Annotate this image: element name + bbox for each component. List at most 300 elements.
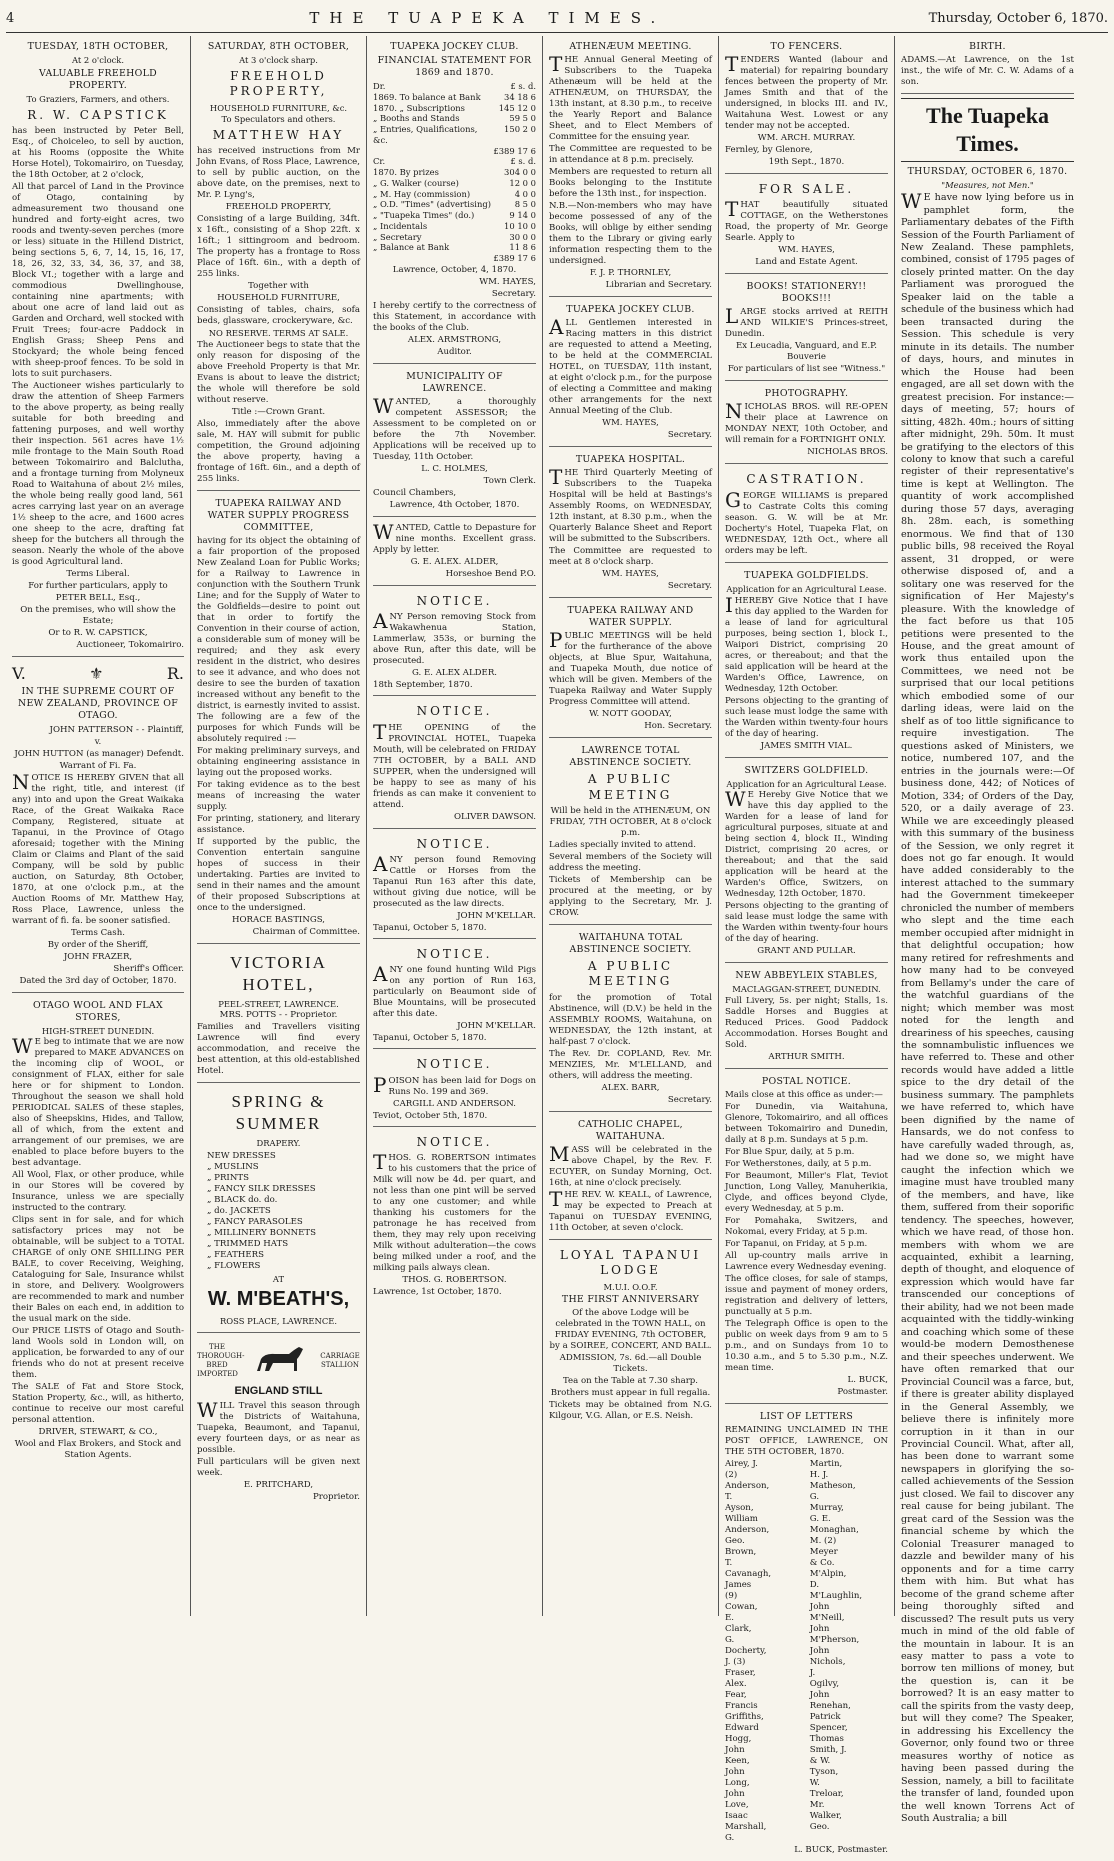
- table-total: £389 17 6: [493, 253, 536, 264]
- list-item: „ do. JACKETS: [207, 1205, 271, 1216]
- castration-ad: [725, 466, 888, 562]
- list-item: „ FANCY SILK DRESSES: [207, 1183, 316, 1194]
- ad-body: All Wool, Flax, or other produce, while in our Stores will be covered by Insurance, unless we are specially instructed to the contrary.: [12, 1170, 184, 1214]
- chapel-ad: [549, 1114, 712, 1240]
- ad-body: ADAMS.—At Lawrence, on the 1st inst., the wife of Mr. C. W. Adams of a son.: [901, 55, 1074, 88]
- page-number: 4: [6, 10, 15, 26]
- list-item: Keen, John: [725, 1756, 750, 1778]
- list-item: Cavanagh, James (9): [725, 1569, 772, 1602]
- ad-body: Consisting of tables, chairs, sofa beds, glassware, crockeryware, &c.: [197, 305, 360, 327]
- table-cell: 1870. By prizes: [373, 167, 439, 178]
- ad-body: PUBLIC MEETINGS will be held for the furtherance of the above objects, at Blue Spur, Waitahuna, and Tuapeka Mouth, due notice of which will be given. Members of the Tuapeka Railway and Water Supply Progress Committee will attend.: [549, 628, 712, 708]
- ad-signature: GRANT AND PULLAR.: [757, 946, 856, 957]
- table-cell: „ "Tuapeka Times" (do.): [373, 210, 475, 221]
- ad-signature: NICHOLAS BROS.: [807, 447, 888, 458]
- table-cell: „ Booths and Stands: [373, 113, 460, 124]
- table-row: [373, 178, 536, 189]
- ad-list-item: For taking evidence as to the best means of increasing the water supply.: [197, 780, 360, 813]
- books-ad: [725, 276, 888, 381]
- ad-title: MUNICIPALITY OF LAWRENCE.: [406, 370, 503, 394]
- ad-body: IHEREBY Give Notice that I have this day applied to the Warden for a lease of land for agricultural purposes, being section 1, block I., Waipori District, comprising 20 acres, or thereabout; and that the said application will be heard at the Warden's Office, Lawrence, on Wednesday, 12th October.: [725, 592, 888, 694]
- column-5: [719, 36, 895, 1856]
- ad-title: IN THE SUPREME COURT OF NEW ZEALAND, PROVINCE OF OTAGO.: [17, 686, 179, 722]
- crest-right: R.: [166, 663, 184, 683]
- defendant: JOHN HUTTON (as manager) Defendt.: [14, 748, 184, 759]
- notice-poison-ad: [373, 1051, 536, 1126]
- table-cell: „ G. Walker (course): [373, 177, 459, 188]
- ad-body: The Telegraph Office is open to the public on week days from 9 am to 5 p.m., and on Sundays from 10 to 10.30 a.m., and 5 to 5.30 p.m., N.Z. mean time.: [725, 1319, 888, 1374]
- ad-list-item: For making preliminary surveys, and obtaining engineering assistance in laying out the proposed works.: [197, 746, 360, 779]
- table-row: [373, 232, 536, 243]
- table-cell: 30 0 0: [509, 231, 536, 242]
- ad-title: VALUABLE FREEHOLD PROPERTY.: [39, 67, 157, 91]
- list-item: Renehan, Patrick: [809, 1701, 851, 1723]
- ad-subtitle: Application for an Agricultural Lease.: [726, 583, 887, 594]
- table-cell: 34 18 6: [504, 91, 536, 102]
- ad-body: For Wetherstones, daily, at 5 p.m.: [725, 1159, 872, 1170]
- list-item: NEW DRESSES: [207, 1150, 276, 1161]
- ad-body: LARGE stocks arrived at REITH AND WILKIE'S Princes-street, Dunedin.: [725, 304, 888, 340]
- ad-list-item: For printing, stationery, and literary assistance.: [197, 814, 360, 836]
- table-cell: £ s. d.: [510, 81, 536, 92]
- ad-signature: ALEX. ARMSTRONG,: [407, 334, 502, 345]
- ad-body: Title :—Crown Grant.: [231, 407, 326, 418]
- table-row: [373, 253, 536, 264]
- plaintiff: JOHN PATTERSON - - Plaintiff,: [49, 724, 184, 735]
- ad-title: FOR SALE.: [758, 182, 855, 197]
- list-item: Tyson, W.: [809, 1767, 839, 1789]
- ad-body: The Auctioneer wishes particularly to draw the attention of Sheep Farmers to the above property, as being really suitable for both breeding and fattening purposes, and well worthy their inspection. 561 acres have 1½ mile frontage to the Main South Road between Tokomairiro and Balclutha, and a frontage turning from Molyneux Road to Waitahuna of about 2½ miles, the whole being really good land, 561 acres carrying last year on an average 1½ sheep to the acre, and 1600 acres one sheep to the acre, drafting fat sheep for the butchers all through the season. Nearly the whole of the above is good Agricultural land.: [12, 380, 184, 567]
- horse-icon: [249, 1341, 309, 1381]
- notice-hotel-ad: [373, 698, 536, 828]
- list-item: Walker, Geo.: [809, 1811, 842, 1833]
- railway-committee-ad: [197, 493, 360, 944]
- ad-signature: Auditor.: [437, 346, 472, 357]
- ad-body: Members are requested to return all Books belonging to the Institute before the 13th inst., for inspection.: [549, 167, 712, 200]
- editorial-masthead: The Tuapeka Times.: [901, 98, 1074, 162]
- birth-notice: [901, 36, 1074, 94]
- ad-body: NICHOLAS BROS. will RE-OPEN their place at Lawrence on MONDAY NEXT, 10th October, and will remain for a FORTNIGHT ONLY.: [725, 399, 888, 446]
- table-row: [373, 103, 536, 114]
- ad-heading: FREEHOLD PROPERTY,: [225, 202, 332, 213]
- ad-body: NOTICE IS HEREBY GIVEN that all the right, title, and interest (if any) into and upon the Great Waikaka Race, of the Great Waikaka Race Company, Registered, situate at Tapanui, in the Province of Otago aforesaid; together with the Mining Claim or Claims and Plant of the said Company, will be sold by public auction, on Saturday, 8th October, 1870, at one o'clock p.m., at the Auction Rooms of Mr. Matthew Hay, Ross Place, Lawrence, unless the warrant of fi. fa. be sooner satisfied.: [12, 769, 184, 926]
- ad-body: The Auctioneer begs to state that the only reason for disposing of the above Freehold Property is that Mr. Evans is about to leave the district; the whole will therefore be sold without reserve.: [197, 340, 360, 406]
- table-cell: „ Secretary: [373, 231, 422, 242]
- ad-signature: Land and Estate Agent.: [755, 257, 858, 268]
- column-6: [895, 36, 1080, 1825]
- tuapeka-goldfields-ad: [725, 565, 888, 758]
- ad-body: WE Hereby Give Notice that we have this day applied to the Warden for a lease of land for agricultural purposes, situate at and being section 4, block II., Winding District, comprising 20 acres, or thereabout; and that the said application will be heard at the Warden's Office, Switzers, on Wednesday, 12th October, 1870.: [725, 787, 888, 900]
- ad-label: THE THOROUGH-BRED IMPORTED: [197, 1342, 245, 1378]
- ad-signature: Proprietor.: [312, 1491, 360, 1502]
- table-cell: Dr.: [373, 81, 386, 92]
- postal-notice-ad: [725, 1071, 888, 1404]
- ad-place: Council Chambers,: [373, 487, 457, 498]
- ad-body: has received instructions from Mr John Evans, of Ross Place, Lawrence, to sell by public auction, on the above date, on the premises, next to Mr. P. Lyng's,: [197, 146, 360, 201]
- table-cell: 4 0 0: [514, 188, 536, 199]
- ad-date: Lawrence, October, 4, 1870.: [392, 264, 517, 275]
- list-item: Long, John: [725, 1778, 750, 1800]
- stables-ad: [725, 965, 888, 1069]
- ad-title: NOTICE.: [416, 593, 493, 608]
- masthead: THE TUAPEKA TIMES.: [309, 9, 666, 27]
- ad-signature: CARGILL AND ANDERSON.: [393, 1098, 516, 1109]
- fencers-ad: [725, 36, 888, 174]
- ad-date: Lawrence, 1st October, 1870.: [373, 1287, 502, 1298]
- ad-body: ANY person found Removing Cattle or Horses from the Tapanui Run 163 after this date, without giving due notice, will be prosecuted as the law directs.: [373, 851, 536, 909]
- ad-body: All up-country mails arrive in Lawrence every Wednesday evening.: [725, 1251, 888, 1273]
- list-item: Fear, Francis: [725, 1690, 758, 1712]
- table-cell: £ s. d.: [510, 156, 536, 167]
- ad-terms: Terms Liberal.: [66, 568, 130, 579]
- table-row: [373, 221, 536, 232]
- ad-signature: PETER BELL, Esq.,: [55, 592, 141, 603]
- list-item: Hogg, John: [725, 1734, 752, 1756]
- table-row: [373, 146, 536, 157]
- crest-left: V.: [12, 663, 26, 683]
- ad-body: Persons objecting to the granting of said lease must lodge the same with the Warden within twenty-four hours of the day of hearing.: [725, 901, 888, 945]
- table-cell: „ Entries, Qualifications, &c.: [373, 124, 478, 145]
- table-cell: „ Incidentals: [373, 220, 428, 231]
- court-ad: [12, 659, 184, 993]
- ad-title: PHOTOGRAPHY.: [764, 388, 849, 400]
- ad-body: THE Third Quarterly Meeting of Subscribers to the Tuapeka Hospital will be held at Bastings's Assembly Rooms, on WEDNESDAY, 12th instant, at 8.30 p.m., when the Quarterly Balance Sheet and Report will be submitted to the Subscribers.: [549, 465, 712, 545]
- ad-signature: JAMES SMITH VIAL.: [760, 740, 853, 751]
- ad-body: The office closes, for sale of stamps, issue and payment of money orders, registration and delivery of letters, punctually at 5 p.m.: [725, 1274, 888, 1318]
- ad-signature: ALEX. BARR,: [601, 1082, 660, 1093]
- ad-body: The Committee are requested to meet at 8 o'clock sharp.: [549, 546, 712, 568]
- notice-stock-ad: [373, 588, 536, 696]
- list-item: Docherty, J. (3): [725, 1646, 767, 1668]
- ad-signature: L. C. HOLMES,: [421, 463, 488, 474]
- ad-signature: Town Clerk.: [483, 475, 536, 486]
- header-date: Thursday, October 6, 1870.: [928, 10, 1108, 26]
- ad-at: AT: [272, 1273, 285, 1284]
- editorial-body: WE have now lying before us in pamphlet form, the Parliamentary debates of the Fifth Session of the Fourth Parliament of New Zealand. These pamphlets, combined, consist of 1795 pages of closely printed matter. On the day Parliament was prorogued the Speaker laid on the table a schedule of the business which had been transacted during the Session. This schedule is very minute in its details. The number of days, hours, and minutes in which the House had been engaged, are all set down with the greatest precision. For instance:—days of meeting, 57; hours of sitting, 482h. 40m.; hours of sitting after midnight, 29h. 50m. It must be gratifying to the electors of this colony to know that such a careful register of their representative's time is kept at Wellington. The quantity of work accomplished during those 57 days, averaging 8h. 28m. each, is something enormous. We find that of 130 public bills, 98 received the Royal assent, 31 dropped, or were otherwise disposed of, and a solitary one was reserved for the signification of Her Majesty's pleasure. With the knowledge of the fact before us that 105 petitions were presented to the House, and the great amount of work thus entailed upon the Committees, we need not be surprised that our local petitions which embodied some of our darling ideas, were laid on the shelf as of too little significance to require investigation. The questions asked of Ministers, we notice, numbered 107, and the entries in the journals were:—Of business done, 442; of Notices of Motion, 334; of Orders of the Day, 520, or a daily average of 23. While we are exceedingly pleased with this summary of the business of the Session, we only regret it does not go far enough. It would have added considerably to the interest attached to the summary had the Government timekeeper chronicled the number of members who slept and the time each member occupied after midnight in that delightful occupation; how many retired for refreshments and how many had to be conveyed from Bellamy's under the care of the watchful guardians of the night; which member was most noted for the length and dreariness of his speeches, causing the somnambulistic influences we have referred to. These and other records would have added a little spice to the dry detail of the business summary. The pamphlets we have referred to, which have been dignified by the name of Hansards, we do not confess to have carefully waded through, as, had we done so, we might have caught the infection which we imagine must have troubled many of the members, and have, like them, suffered from their soporific tendency. The speeches, however, which we have read, of those hon. members with whom we are acquainted, exhibit a learning, depth of thought, and eloquence of expression which would have far transcended our conceptions of their ability, had we not been made acquainted with the tiddly-winking and coaching which some of these would-be modern Demosthenese and their speeches underwent. We have often remarked that our Provincial Council was a farce, but, if there is greater ability displayed in the General Assembly, we believe there is infinitely more corruption in it than in our Provincial Council. What, after all, has been done to warrant some newspapers in glorifying the so-called achievements of the Session just closed. We fail to discover any real cause for being jubilant. The great card of the Session was the financial scheme by which the Colonial Treasurer managed to dazzle and bewilder many of his opponents and for a time carry them with him. But what has become of the grand scheme after being thoroughly sifted and discussed? The result puts us very much in mind of the old fable of the mountain in labour. It is an easy matter to pass a vote to borrow ten millions of money, but the question is, can it be borrowed? It is an easy matter to call the spirits from the vasty deep, but will they come? The Speaker, in addressing his Excellency the Governor, only found two or three measures worthy of notice as having been passed during the Session, namely, a bill to facilitate the transfer of land, founded upon the well known Torrens Act of South Australia; a bill: [901, 189, 1074, 1825]
- ad-body: ADMISSION, 7s. 6d.—all Double Tickets.: [559, 1353, 702, 1375]
- ad-body: THE REV. W. KEALL, of Lawrence, may be expected to Preach at Tapanui on TUESDAY EVENING, 11th October, at seven o'clock.: [549, 1186, 712, 1233]
- ad-signature: F. J. P. THORNLEY,: [589, 268, 672, 279]
- list-item: M'Laughlin, John: [809, 1591, 863, 1613]
- ad-signature: DRIVER, STEWART, & CO.,: [38, 1427, 158, 1438]
- ad-signature: Librarian and Secretary.: [605, 280, 712, 291]
- ad-body: WANTED, Cattle to Depasture for nine months. Excellent grass. Apply by letter.: [373, 519, 536, 555]
- victoria-hotel-ad: [197, 946, 360, 1083]
- ad-title: TUAPEKA RAILWAY AND WATER SUPPLY.: [567, 605, 694, 629]
- list-item: Anderson, Geo.: [725, 1525, 770, 1547]
- ad-time: At 2 o'clock.: [71, 55, 125, 66]
- ad-subtitle: PEEL-STREET, LAWRENCE.: [218, 998, 339, 1009]
- waitahuna-temperance-ad: [549, 927, 712, 1112]
- ad-title: WAITAHUNA TOTAL ABSTINENCE SOCIETY.: [569, 931, 692, 955]
- ad-body: For Dunedin, via Waitahuna, Glenore, Tokomairiro, and all offices between Tokomairiro and Dunedin, daily at 8 p.m. Sundays at 5 p.m.: [725, 1102, 888, 1146]
- letters-list-ad: [725, 1406, 888, 1861]
- lawrence-temperance-ad: [549, 740, 712, 925]
- ad-body: Families and Travellers visiting Lawrence will find every accommodation, and receive the best attention, at this old-established Hotel.: [197, 1022, 360, 1077]
- ad-body: THE OPENING of the PROVINCIAL HOTEL, Tuapeka Mouth, will be celebrated on FRIDAY 7TH OCTOBER, by a BALL AND SUPPER, when the undersigned will be happy to see as many of his friends as can make it convenient to attend.: [373, 719, 536, 810]
- ad-title: TUAPEKA HOSPITAL.: [575, 454, 686, 466]
- ad-body: TENDERS Wanted (labour and material) for repairing boundary fences between the property of Mr. James Smith and that of the undersigned, in blocks III. and IV., Waitahuna West. Lowest or any tender may not be accepted.: [725, 52, 888, 132]
- letters-columns: [725, 1459, 888, 1844]
- table-cell: 304 0 0: [504, 167, 536, 178]
- ad-body: GEORGE WILLIAMS is prepared to Castrate Colts this coming season. G. W. will be at Mr. Docherty's Hotel, Tuapeka Flat, on WEDNESDAY, 12th Oct., where all orders may be left.: [725, 487, 888, 556]
- ad-body: THOS. G. ROBERTSON intimates to his customers that the price of Milk will now be 4d. per quart, and not less than one pint will be served to any one customer; and while thanking his customers for the patronage he has received from them, they may rely upon receiving Milk without adulteration—the cows being milked under a roof, and the milking pails always clean.: [373, 1150, 536, 1274]
- ad-signature: WM. ARCH. MURRAY.: [757, 133, 856, 144]
- table-cell: 11 8 6: [509, 242, 536, 253]
- ad-body: For Tapanui, on Friday, at 5 p.m.: [725, 1239, 868, 1250]
- list-item: Fraser, Alex.: [725, 1668, 756, 1690]
- ad-body: For Blue Spur, daily, at 5 p.m.: [725, 1147, 855, 1158]
- ad-title: SPRING & SUMMER: [231, 1092, 326, 1134]
- ad-body: Our PRICE LISTS of Otago and South-land Wools sold in London will, on application, be forwarded to any of our friends who do not at present receive them.: [12, 1326, 184, 1381]
- ad-body: For particulars of list see "Witness.": [727, 364, 886, 375]
- ad-subtitle: REMAINING UNCLAIMED IN THE POST OFFICE, LAWRENCE, ON THE 5TH OCTOBER, 1870.: [725, 1425, 888, 1458]
- dr-table: [373, 81, 536, 156]
- table-cell: 59 5 0: [509, 113, 536, 124]
- ad-subtitle: ROSS PLACE, LAWRENCE.: [219, 1316, 338, 1327]
- ad-body: having for its object the obtaining of a fair proportion of the proposed New Zealand Loan for Public Works; for a Railway to Lawrence in conjunction with the Southern Trunk Line; and for the Supply of Water to the Goldfields—desire to point out that in order to fortify the Convention in their course of action, a considerable sum of money will be required; and they ask every resident in the district, who desires to see it advance, and who does not desire to see the burden of taxation increased without any benefit to the district, is earnestly invited to assist. The following are a few of the purposes for which Funds will be absolutely required :—: [197, 536, 360, 745]
- ad-title: TUAPEKA JOCKEY CLUB.: [390, 41, 519, 52]
- ad-proprietor: MRS. POTTS - - Proprietor.: [219, 1010, 338, 1021]
- ad-signature: E. PRITCHARD,: [243, 1479, 314, 1490]
- list-item: Marshall, G.: [725, 1822, 767, 1844]
- ad-signature: W. NOTT GOODAY,: [589, 709, 672, 720]
- list-item: „ BLACK do. do.: [207, 1194, 278, 1205]
- ad-title: FREEHOLD PROPERTY,: [229, 68, 328, 99]
- ad-title: BOOKS! STATIONERY!! BOOKS!!!: [746, 281, 867, 305]
- ad-body: ANY Person removing Stock from Wakawhenua Station, Lammerlaw, 353s, or burning the above Run, after this date, will be prosecuted.: [373, 609, 536, 667]
- column-1: [6, 36, 191, 1616]
- ad-signature: THOS. G. ROBERTSON.: [402, 1275, 507, 1286]
- ad-signature: WM. HAYES,: [602, 569, 659, 580]
- list-item: „ MILLINERY BONNETS: [207, 1227, 317, 1238]
- table-cell: 1869. To balance at Bank: [373, 91, 481, 102]
- ad-date: Tapanui, October 5, 1870.: [373, 922, 487, 933]
- jockey-financial-ad: [373, 36, 536, 364]
- ad-title: VICTORIA HOTEL,: [230, 953, 327, 994]
- hospital-ad: [549, 449, 712, 598]
- list-item: „ TRIMMED HATS: [207, 1238, 289, 1249]
- table-total: £389 17 6: [493, 145, 536, 156]
- ad-signature: Chairman of Committee.: [252, 927, 360, 938]
- ad-body: Together with: [248, 281, 309, 292]
- list-item: Love, Isaac: [725, 1800, 749, 1822]
- table-row: [373, 124, 536, 146]
- jockey-meeting-ad: [549, 299, 712, 447]
- column-2: [191, 36, 367, 1616]
- ad-signature: Wool and Flax Brokers, and Stock and Station Agents.: [14, 1439, 182, 1461]
- ad-body: MASS will be celebrated in the above Chapel, by the Rev. F. ECUYER, on Sunday Morning, Oct. 16th, at nine o'clock precisely.: [549, 1141, 712, 1188]
- ad-terms: NO RESERVE. TERMS AT SALE.: [208, 328, 349, 339]
- ad-body: Will be held in the ATHENÆUM, ON FRIDAY, 7TH OCTOBER, At 8 o'clock p.m.: [549, 805, 712, 838]
- cattle-ad: [373, 519, 536, 586]
- spring-drapery-ad: [197, 1085, 360, 1332]
- list-item: Nichols, J.: [809, 1657, 846, 1679]
- table-cell: Cr.: [373, 156, 386, 167]
- ad-title: TO FENCERS.: [770, 41, 843, 52]
- ad-title: TUAPEKA RAILWAY AND WATER SUPPLY PROGRESS COMMITTEE,: [207, 498, 350, 534]
- editorial-motto: "Measures, not Men.": [941, 180, 1034, 191]
- ad-title: LOYAL TAPANUI LODGE: [559, 1247, 702, 1278]
- ad-signature: L. BUCK,: [847, 1375, 888, 1386]
- table-cell: 12 0 0: [509, 177, 536, 188]
- ad-body: For Pomahaka, Switzers, and Nokomai, every Friday, at 5 p.m.: [725, 1216, 888, 1238]
- ad-body: The SALE of Fat and Store Stock, Station Property, &c., will, as hitherto, continue to receive our most careful personal attention.: [12, 1382, 184, 1426]
- warrant: Warrant of Fi. Fa.: [59, 760, 137, 771]
- ad-heading: A PUBLIC MEETING: [587, 772, 674, 802]
- list-item: „ PRINTS: [207, 1172, 249, 1183]
- table-cell: „ Balance at Bank: [373, 242, 450, 253]
- ad-addressee: To Speculators and others.: [221, 114, 336, 125]
- ad-body: Tickets of Membership can be procured at the meeting, or by applying to the Secretary, Mr. J. CROW.: [549, 874, 712, 918]
- ad-body: Several members of the Society will address the meeting.: [549, 851, 712, 873]
- list-item: Brown, T.: [725, 1547, 757, 1569]
- ad-date: Tapanui, October 5, 1870.: [373, 1033, 487, 1044]
- ad-title: NOTICE.: [416, 1057, 493, 1072]
- ad-signature: Secretary.: [667, 1094, 712, 1105]
- ad-place: Fernley, by Glenore,: [725, 145, 813, 156]
- ad-body: Tickets may be obtained from N.G. Kilgour, V.G. Allan, or E.S. Neish.: [549, 1400, 712, 1422]
- ad-signature: On the premises, who will show the Estate;: [20, 604, 176, 626]
- list-item: Ogilvy, John: [809, 1679, 840, 1701]
- ad-body: ANY one found hunting Wild Pigs on any portion of Run 163, particularly on Beaumont side of Blue Mountains, will be prosecuted after this date.: [373, 962, 536, 1020]
- ad-subtitle: HOUSEHOLD FURNITURE, &c.: [209, 102, 348, 113]
- list-item: Clark, G.: [725, 1624, 752, 1646]
- ad-addressee: To Graziers, Farmers, and others.: [26, 93, 170, 104]
- ad-body: For further particulars, apply to: [28, 580, 168, 591]
- ad-time: At 3 o'clock sharp.: [239, 55, 318, 66]
- municipality-ad: [373, 366, 536, 517]
- ad-body: Ladies specially invited to attend.: [549, 839, 696, 850]
- ad-body: Full particulars will be given next week.: [197, 1456, 360, 1478]
- ad-body: WILL Travel this season through the Districts of Waitahuna, Tuapeka, Beaumont, and Tapanui, every fourteen days, or as near as possible.: [197, 1397, 360, 1455]
- notice-cattle-ad: [373, 831, 536, 939]
- ad-body: Also, immediately after the above sale, M. HAY will submit for public competition, the Ground adjoining the above property, having a frontage of 16ft. 6in., and a depth of 255 links.: [197, 419, 360, 485]
- ad-subtitle: DRAPERY.: [256, 1137, 301, 1148]
- ad-heading: A PUBLIC MEETING: [587, 959, 674, 989]
- ad-body: By order of the Sheriff,: [47, 939, 149, 950]
- ad-body: N.B.—Non-members who may have become possessed of any of the Books, will oblige by either sending them to the Library or giving early information respecting them to the undersigned.: [549, 201, 712, 267]
- switzers-goldfield-ad: [725, 760, 888, 964]
- ad-terms: Terms Cash.: [71, 927, 125, 938]
- table-cell: „ O.D. "Times" (advertising): [373, 199, 491, 210]
- table-row: [373, 210, 536, 221]
- list-item: Spencer, Thomas: [809, 1723, 848, 1745]
- ad-signature: G. E. ALEX ALDER.: [411, 668, 498, 679]
- photography-ad: [725, 383, 888, 464]
- columns: [6, 36, 1108, 1856]
- ad-body: For Beaumont, Miller's Flat, Teviot Junction, Long Valley, Manuherikia, Clyde, and offices beyond Clyde, every Wednesday, at 5 p.m.: [725, 1171, 888, 1215]
- ad-body: Clips sent in for sale, and for which satisfactory prices may not be obtainable, will be subject to a TOTAL CHARGE of only ONE SHILLING PER BALE, to cover Receiving, Weighing, Cataloguing for Sale, Insurance whilst in store, and Delivery. Woolgrowers are recommended to mark and number their Bales on each end, in addition to the usual mark on the side.: [12, 1215, 184, 1325]
- ad-signature: Hon. Secretary.: [644, 721, 712, 732]
- ad-body: ALL Gentlemen interested in Racing matters in this district are requested to attend a Meeting, to be held at the COMMERCIAL HOTEL, on TUESDAY, 11th instant, at eight o'clock p.m., for the purpose of electing a Committee and making other arrangements for the next Annual Meeting of the Club.: [549, 315, 712, 417]
- notice-pigs-ad: [373, 941, 536, 1049]
- ad-date: 19th Sept., 1870.: [768, 157, 845, 168]
- auctioneer-name: MATTHEW HAY: [212, 128, 345, 142]
- ad-signature: WM. HAYES,: [778, 245, 835, 256]
- ad-body: The Committee are requested to be in attendance at 8 p.m. precisely.: [549, 144, 712, 166]
- ad-signature: Sheriff's Officer.: [113, 963, 184, 974]
- otago-wool-ad: [12, 995, 184, 1467]
- list-item: „ FLOWERS: [207, 1260, 261, 1271]
- list-item: „ MUSLINS: [207, 1161, 259, 1172]
- ad-title: NEW ABBEYLEIX STABLES,: [735, 970, 878, 982]
- ad-body: Persons objecting to the granting of such lease must lodge the same with the Warden within twenty-four hours of the day of hearing.: [725, 695, 888, 739]
- editorial-date: THURSDAY, OCTOBER 6, 1870.: [907, 166, 1068, 178]
- ad-signature: L. BUCK, Postmaster.: [794, 1845, 888, 1856]
- table-cell: „ M. Hay (commission): [373, 188, 471, 199]
- ad-date: Dated the 3rd day of October, 1870.: [19, 975, 177, 986]
- ad-body: If supported by the public, the Convention entertain sanguine hopes of success in their undertaking. Parties are invited to send in their names and the amount of their proposed Subscriptions at once to the undersigned.: [197, 837, 360, 914]
- list-item: Airey, J. (2): [725, 1459, 758, 1481]
- ad-body: THE Annual General Meeting of Subscribers to the Tuapeka Athenæum will be held at the ATHENÆUM, on THURSDAY, the 13th instant, at 8.30 p.m., to receive the Yearly Report and Balance Sheet, and to Elect Members of Committee for the ensuing year.: [549, 52, 712, 143]
- horse-banner: [197, 1341, 360, 1381]
- auctioneer-name: R. W. CAPSTICK: [27, 107, 169, 122]
- ad-title: CATHOLIC CHAPEL, WAITAHUNA.: [578, 1118, 683, 1142]
- ad-signature: JOHN M'KELLAR.: [457, 910, 536, 921]
- ad-title: TUAPEKA JOCKEY CLUB.: [566, 304, 695, 316]
- ad-title: OTAGO WOOL AND FLAX STORES,: [33, 999, 163, 1023]
- ad-title: NOTICE.: [416, 836, 493, 851]
- ad-date: TUESDAY, 18TH OCTOBER,: [27, 41, 169, 52]
- ad-title: NOTICE.: [416, 946, 493, 961]
- table-cell: 8 5 0: [514, 199, 536, 210]
- ad-title: SWITZERS GOLDFIELD.: [744, 764, 869, 776]
- ad-title: NOTICE.: [416, 704, 493, 719]
- ad-title: LIST OF LETTERS: [759, 1411, 854, 1423]
- list-item: Anderson, T.: [725, 1481, 770, 1503]
- ad-signature: HORACE BASTINGS,: [231, 915, 326, 926]
- list-item: Treloar, Mr.: [809, 1789, 844, 1811]
- ad-heading: FINANCIAL STATEMENT FOR 1869 and 1870.: [377, 55, 532, 79]
- ad-body: Full Livery, 5s. per night; Stalls, 1s. Saddle Horses and Buggies at Reduced Prices. Good Paddock Accommodation. Horses Bought and Sold.: [725, 996, 888, 1051]
- ad-body: The Rev. Dr. COPLAND, Rev. Mr. MENZIES, Mr. M'LELLAND, and others, will address the meeting.: [549, 1048, 712, 1081]
- ad-signature: WM. HAYES,: [602, 418, 659, 429]
- letters-right: [810, 1459, 888, 1844]
- ad-label: CARRIAGE STALLION: [320, 1351, 360, 1369]
- ad-body: Of the above Lodge will be celebrated in the TOWN HALL, on FRIDAY EVENING, 7th OCTOBER, by a SOIREE, CONCERT, AND BALL.: [549, 1308, 712, 1352]
- list-item: Monaghan, M. (2): [809, 1525, 859, 1547]
- list-item: Murray, G. E.: [809, 1503, 844, 1525]
- ad-body: Brothers must appear in full regalia.: [550, 1388, 711, 1399]
- table-row: [373, 167, 536, 178]
- list-item: M'Neill, John: [809, 1613, 845, 1635]
- ad-signature: WM. HAYES,: [479, 276, 536, 287]
- ad-signature: JOHN M'KELLAR.: [457, 1021, 536, 1032]
- list-item: Matheson, G.: [809, 1481, 856, 1503]
- rail-supply-ad: [549, 600, 712, 738]
- crest-icon: ⚜: [89, 663, 104, 683]
- list-item: Meyer & Co.: [809, 1547, 838, 1569]
- list-item: M'Pherson, John: [809, 1635, 860, 1657]
- ad-date: 18th September, 1870.: [373, 680, 473, 691]
- ad-title: LAWRENCE TOTAL ABSTINENCE SOCIETY.: [569, 745, 692, 769]
- ad-body: POISON has been laid for Dogs on Runs No. 199 and 369.: [373, 1072, 536, 1097]
- ad-title: TUAPEKA GOLDFIELDS.: [744, 569, 869, 581]
- drapery-list: [197, 1151, 360, 1272]
- ad-body: WANTED, a thoroughly competent ASSESSOR; the Assessment to be completed on or before the 7th November. Applications will be received up to Tuesday, 11th October.: [373, 393, 536, 462]
- athenaeum-ad: [549, 36, 712, 297]
- list-item: „ FEATHERS: [207, 1249, 265, 1260]
- ad-body: Tea on the Table at 7.30 sharp.: [562, 1376, 699, 1387]
- list-item: Martin, H. J.: [809, 1459, 843, 1481]
- ad-signature: JOHN FRAZER,: [63, 951, 133, 962]
- table-row: [373, 92, 536, 103]
- capstick-ad: [12, 36, 184, 657]
- ad-heading: THE FIRST ANNIVERSARY: [561, 1294, 700, 1306]
- table-row: [373, 189, 536, 200]
- cr-table: [373, 156, 536, 264]
